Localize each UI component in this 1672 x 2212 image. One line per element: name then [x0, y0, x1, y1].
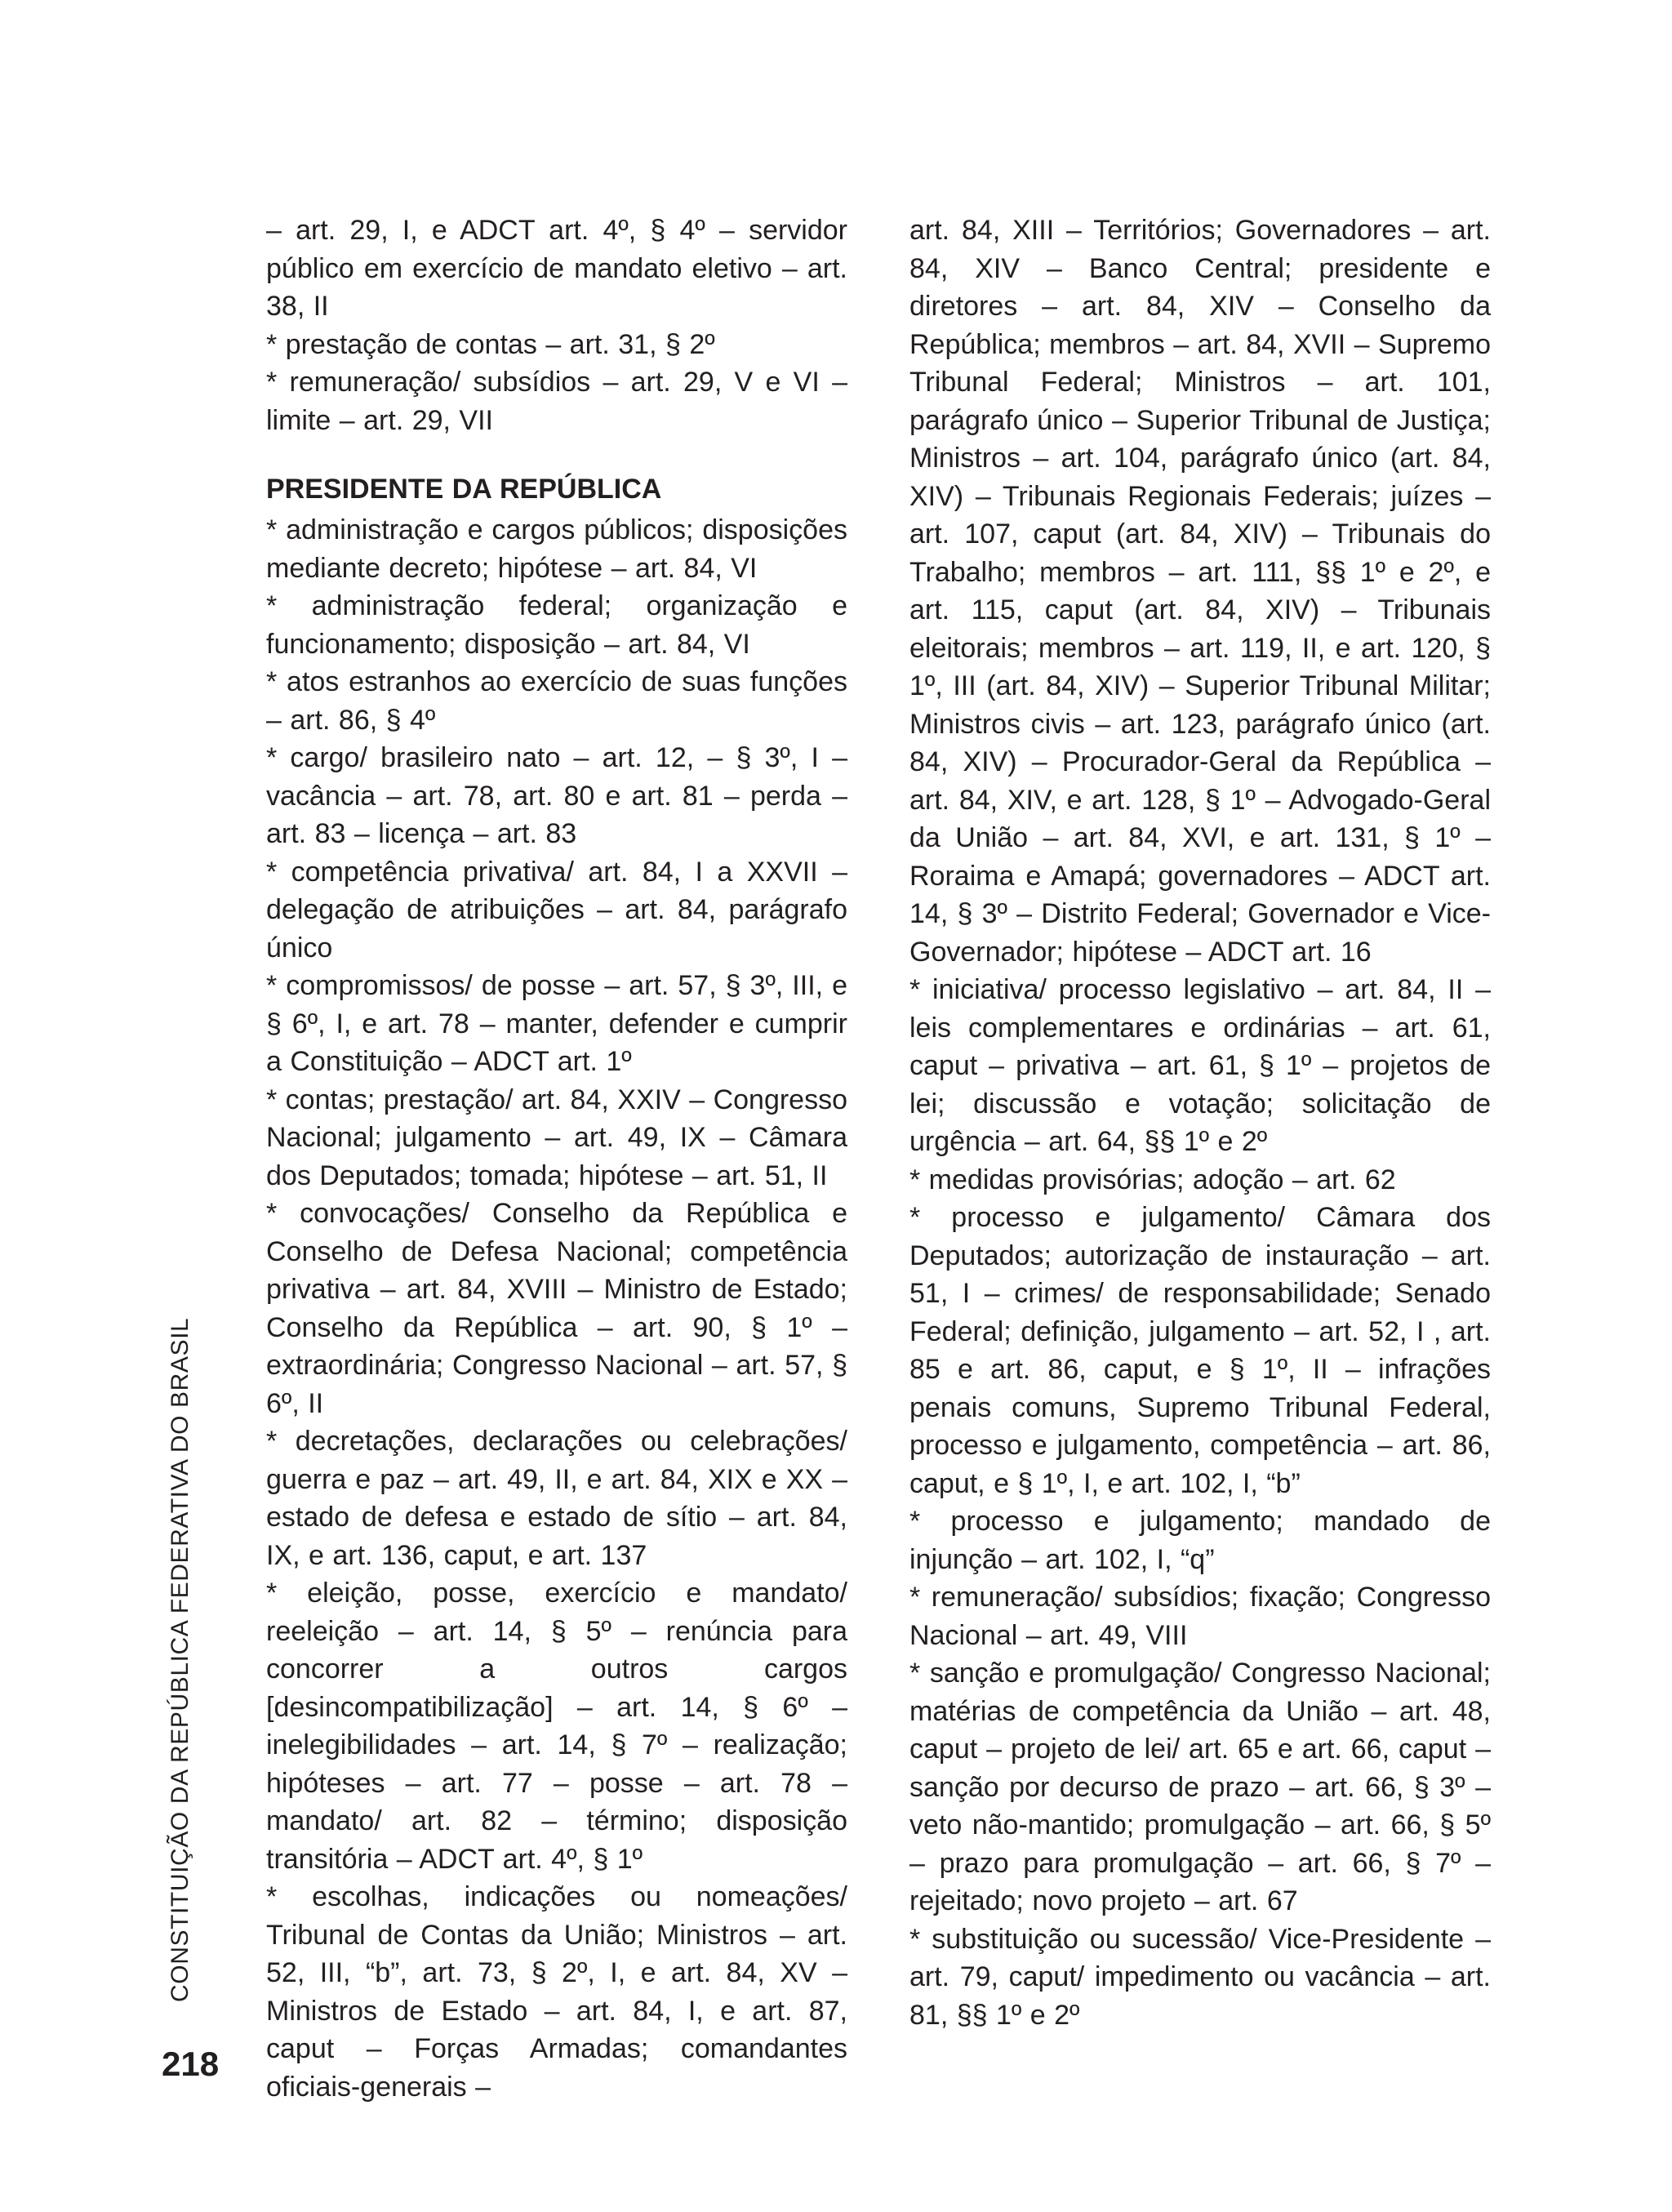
index-entry: * competência privativa/ art. 84, I a XXVII – delegação de atribuições – art. 84, parágrafo único [266, 856, 847, 964]
index-entry: * remuneração/ subsídios – art. 29, V e VI – limite – art. 29, VII [266, 367, 847, 436]
index-entry: * decretações, declarações ou celebrações/ guerra e paz – art. 49, II, e art. 84, XIX e XX – estado de defesa e estado de sítio – art. 84, IX, e art. 136, caput, e art. 137 [266, 1426, 847, 1571]
index-entry: * contas; prestação/ art. 84, XXIV – Congresso Nacional; julgamento – art. 49, IX – Câmara dos Deputados; tomada; hipótese – art. 51, II [266, 1084, 847, 1191]
running-title-vertical: CONSTITUIÇÃO DA REPÚBLICA FEDERATIVA DO BRASIL [167, 1317, 193, 2002]
index-entry: * processo e julgamento/ Câmara dos Deputados; autorização de instauração – art. 51, I – crimes/ de responsabilidade; Senado Federal; definição, julgamento – art. 52, I , art. 85 e art. 86, caput, e § 1º, II – infrações penais comuns, Supremo Tribunal Federal, processo e julgamento, competência – art. 86, caput, e § 1º, I, e art. 102, I, “b” [909, 1202, 1491, 1499]
index-entry: * cargo/ brasileiro nato – art. 12, – § 3º, I – vacância – art. 78, art. 80 e art. 81 – perda – art. 83 – licença – art. 83 [266, 742, 847, 849]
index-entry: * convocações/ Conselho da República e Conselho de Defesa Nacional; competência privativa – art. 84, XVIII – Ministro de Estado; Conselho da República – art. 90, § 1º – extraordinária; Congresso Nacional – art. 57, § 6º, II [266, 1198, 847, 1419]
index-entry: * substituição ou sucessão/ Vice-Presidente – art. 79, caput/ impedimento ou vacância – art. 81, §§ 1º e 2º [909, 1923, 1491, 2031]
left-column [266, 211, 847, 2106]
right-column [909, 211, 1491, 2034]
index-entry: art. 84, XIII – Territórios; Governadores – art. 84, XIV – Banco Central; presidente e diretores – art. 84, XIV – Conselho da República; membros – art. 84, XVII – Supremo Tribunal Federal; Ministros – art. 101, parágrafo único – Superior Tribunal de Justiça; Ministros – art. 104, parágrafo único (art. 84, XIV) – Tribunais Regionais Federais; juízes – art. 107, caput (art. 84, XIV) – Tribunais do Trabalho; membros – art. 111, §§ 1º e 2º, e art. 115, caput (art. 84, XIV) – Tribunais eleitorais; membros – art. 119, II, e art. 120, § 1º, III (art. 84, XIV) – Superior Tribunal Militar; Ministros civis – art. 123, parágrafo único (art. 84, XIV) – Procurador-Geral da República – art. 84, XIV, e art. 128, § 1º – Advogado-Geral da União – art. 84, XVI, e art. 131, § 1º – Roraima e Amapá; governadores – ADCT art. 14, § 3º – Distrito Federal; Governador e Vice-Governador; hipótese – ADCT art. 16 [909, 215, 1491, 968]
index-entry: * compromissos/ de posse – art. 57, § 3º, III, e § 6º, I, e art. 78 – manter, defender e cumprir a Constituição – ADCT art. 1º [266, 970, 847, 1077]
index-entry: * remuneração/ subsídios; fixação; Congresso Nacional – art. 49, VIII [909, 1582, 1491, 1651]
index-entry: * prestação de contas – art. 31, § 2º [266, 328, 715, 360]
page-number: 218 [162, 2045, 220, 2083]
index-entry: * iniciativa/ processo legislativo – art. 84, II – leis complementares e ordinárias – art. 61, caput – privativa – art. 61, § 1º – projetos de lei; discussão e votação; solicitação de urgência – art. 64, §§ 1º e 2º [909, 974, 1491, 1157]
index-entry: * atos estranhos ao exercício de suas funções – art. 86, § 4º [266, 666, 847, 736]
index-entry: * processo e julgamento; mandado de injunção – art. 102, I, “q” [909, 1506, 1491, 1575]
index-entry: * administração e cargos públicos; disposições mediante decreto; hipótese – art. 84, VI [266, 514, 847, 584]
section-heading: PRESIDENTE DA REPÚBLICA [266, 474, 662, 505]
index-entry: * administração federal; organização e funcionamento; disposição – art. 84, VI [266, 590, 847, 660]
index-entry: * escolhas, indicações ou nomeações/ Tribunal de Contas da União; Ministros – art. 52, III, “b”, art. 73, § 2º, I, e art. 84, XV – Ministros de Estado – art. 84, I, e art. 87, caput – Forças Armadas; comandantes oficiais-generais – [266, 1881, 847, 2103]
index-entry: * medidas provisórias; adoção – art. 62 [909, 1164, 1396, 1195]
index-entry: * eleição, posse, exercício e mandato/ reeleição – art. 14, § 5º – renúncia para concorrer a outros cargos [desincompatibilização] – art. 14, § 6º – inelegibilidades – art. 14, § 7º – realização; hipóteses – art. 77 – posse – art. 78 – mandato/ art. 82 – término; disposição transitória – ADCT art. 4º, § 1º [266, 1578, 847, 1875]
index-entry: * sanção e promulgação/ Congresso Nacional; matérias de competência da União – art. 48, caput – projeto de lei/ art. 65 e art. 66, caput – sanção por decurso de prazo – art. 66, § 3º – veto não-mantido; promulgação – art. 66, § 5º – prazo para promulgação – art. 66, § 7º – rejeitado; novo projeto – art. 67 [909, 1658, 1491, 1916]
index-entry: – art. 29, I, e ADCT art. 4º, § 4º – servidor público em exercício de mandato eletivo – art. 38, II [266, 215, 847, 322]
